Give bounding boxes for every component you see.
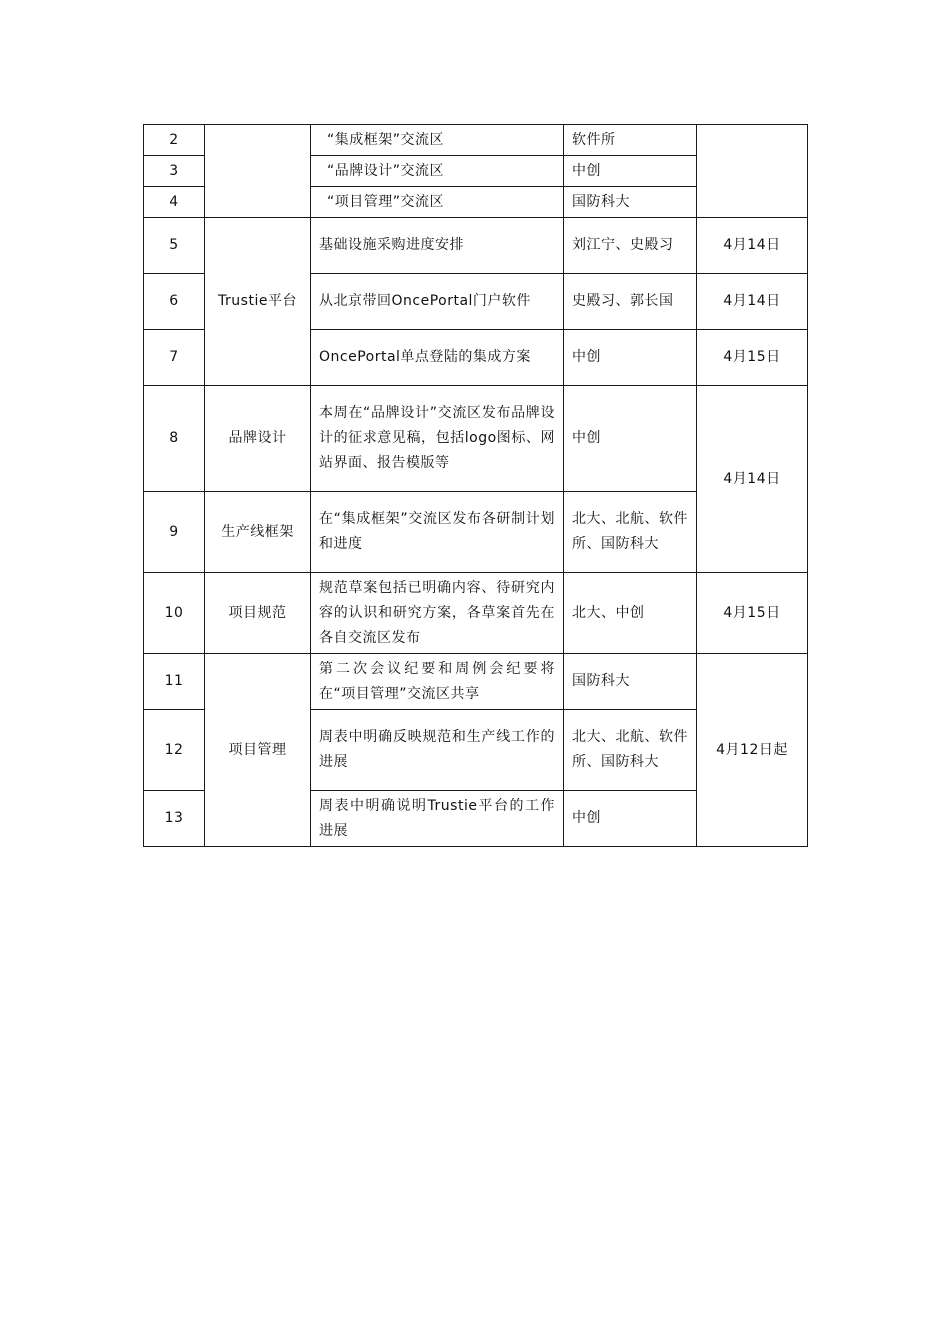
date-cell: 4月14日: [697, 218, 808, 274]
owner-cell: 中创: [564, 156, 697, 187]
owner-cell: 北大、北航、软件所、国防科大: [564, 492, 697, 573]
row-number-cell: 13: [144, 791, 205, 847]
task-cell: 在“集成框架”交流区发布各研制计划和进度: [311, 492, 564, 573]
category-cell: 项目规范: [205, 573, 311, 654]
task-cell: “项目管理”交流区: [311, 187, 564, 218]
row-number-cell: 12: [144, 710, 205, 791]
date-cell: 4月15日: [697, 573, 808, 654]
row-number-cell: 6: [144, 274, 205, 330]
table-row: [144, 386, 808, 492]
date-cell: 4月14日: [697, 386, 808, 573]
date-cell-empty: [697, 125, 808, 218]
row-number-cell: 11: [144, 654, 205, 710]
category-cell-empty: [205, 125, 311, 218]
table-row: [144, 218, 808, 274]
row-number-cell: 3: [144, 156, 205, 187]
task-cell: 周表中明确说明Trustie平台的工作进展: [311, 791, 564, 847]
date-cell: 4月12日起: [697, 654, 808, 847]
row-number-cell: 7: [144, 330, 205, 386]
task-cell: 基础设施采购进度安排: [311, 218, 564, 274]
row-number-cell: 4: [144, 187, 205, 218]
table-row: [144, 125, 808, 156]
row-number-cell: 8: [144, 386, 205, 492]
date-cell: 4月15日: [697, 330, 808, 386]
owner-cell: 国防科大: [564, 187, 697, 218]
owner-cell: 国防科大: [564, 654, 697, 710]
owner-cell: 刘江宁、史殿习: [564, 218, 697, 274]
category-cell: Trustie平台: [205, 218, 311, 386]
task-cell: “品牌设计”交流区: [311, 156, 564, 187]
task-cell: 第二次会议纪要和周例会纪要将在“项目管理”交流区共享: [311, 654, 564, 710]
owner-cell: 北大、北航、软件所、国防科大: [564, 710, 697, 791]
owner-cell: 史殿习、郭长国: [564, 274, 697, 330]
task-schedule-table: [143, 124, 808, 847]
date-cell: 4月14日: [697, 274, 808, 330]
task-cell: 从北京带回OncePortal门户软件: [311, 274, 564, 330]
owner-cell: 中创: [564, 386, 697, 492]
category-cell: 生产线框架: [205, 492, 311, 573]
task-cell: 规范草案包括已明确内容、待研究内容的认识和研究方案，各草案首先在各自交流区发布: [311, 573, 564, 654]
row-number-cell: 5: [144, 218, 205, 274]
owner-cell: 软件所: [564, 125, 697, 156]
task-cell: 本周在“品牌设计”交流区发布品牌设计的征求意见稿，包括logo图标、网站界面、报告模版等: [311, 386, 564, 492]
owner-cell: 北大、中创: [564, 573, 697, 654]
task-cell: 周表中明确反映规范和生产线工作的进展: [311, 710, 564, 791]
category-cell: 项目管理: [205, 654, 311, 847]
task-cell: OncePortal单点登陆的集成方案: [311, 330, 564, 386]
table-row: [144, 573, 808, 654]
owner-cell: 中创: [564, 791, 697, 847]
category-cell: 品牌设计: [205, 386, 311, 492]
owner-cell: 中创: [564, 330, 697, 386]
row-number-cell: 10: [144, 573, 205, 654]
task-cell: “集成框架”交流区: [311, 125, 564, 156]
table-row: [144, 654, 808, 710]
row-number-cell: 9: [144, 492, 205, 573]
row-number-cell: 2: [144, 125, 205, 156]
